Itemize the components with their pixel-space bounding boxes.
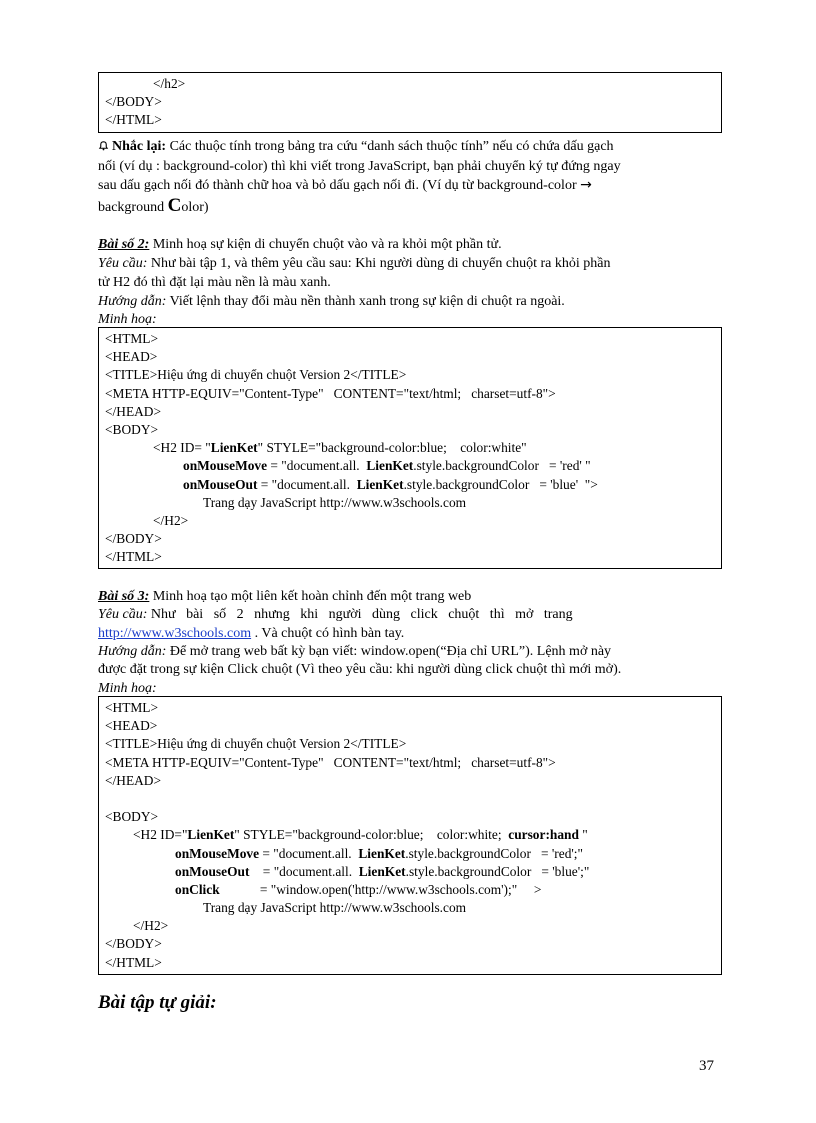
code-line: <BODY>: [105, 421, 159, 437]
ex2-title: Minh hoạ sự kiện di chuyển chuột vào và ra khỏi một phần tử.: [152, 237, 502, 252]
code-line: </HEAD>: [105, 772, 162, 788]
ex3-guide-label: Hướng dẫn:: [98, 644, 167, 659]
reminder-text-4-prefix: background: [98, 199, 168, 215]
ex3-label: Bài số 3:: [98, 589, 150, 604]
arrow-right-icon: →: [580, 177, 592, 193]
code-box-ex2: [98, 327, 722, 569]
code-line: [105, 790, 715, 808]
ex2-guide: [98, 292, 565, 311]
code-line: <H2 ID= "LienKet" STYLE="background-color:blue; color:white": [153, 440, 527, 456]
ex2-label: Bài số 2:: [98, 237, 150, 252]
ex2-guide-text: Viết lệnh thay đổi màu nền thành xanh trong sự kiện di chuột ra ngoài.: [169, 294, 565, 309]
reminder-text-4-cap: C: [167, 194, 182, 216]
ex3-req-label: Yêu cầu:: [98, 607, 148, 622]
reminder-text-1: Các thuộc tính trong bảng tra cứu “danh sách thuộc tính” nếu có chứa dấu gạch: [169, 139, 614, 154]
code-line: </BODY>: [105, 94, 162, 110]
code-line: onClick = "window.open('http://www.w3schools.com');" >: [175, 881, 542, 897]
w3schools-link[interactable]: http://www.w3schools.com: [98, 626, 252, 641]
reminder-text-4-suffix: olor): [181, 199, 209, 215]
code-line: <H2 ID="LienKet" STYLE="background-color:blue; color:white; cursor:hand ": [133, 827, 588, 843]
ex2-requirement-2: tử H2 đó thì đặt lại màu nền là màu xanh.: [98, 275, 331, 290]
code-line: <BODY>: [105, 809, 159, 825]
code-line: <TITLE>Hiệu ứng di chuyển chuột Version 2</TITLE>: [105, 736, 407, 752]
ex3-requirement-2: [98, 624, 404, 643]
code-line: </HEAD>: [105, 403, 162, 419]
ex2-heading: [98, 235, 502, 254]
code-line: </HTML>: [105, 954, 162, 970]
ex2-req-text: Như bài tập 1, và thêm yêu cầu sau: Khi người dùng di chuyển chuột ra khỏi phần: [150, 256, 611, 271]
code-line: </HTML>: [105, 112, 162, 128]
code-line: <HTML>: [105, 700, 159, 715]
ex3-req2-rest: . Và chuột có hình bàn tay.: [251, 626, 405, 641]
ex2-illustration-label: Minh hoạ:: [98, 312, 157, 327]
code-box-top: [98, 72, 722, 133]
ex3-req-text: Như bài số 2 nhưng khi người dùng click chuột thì mở trang: [150, 607, 573, 622]
code-line: <META HTTP-EQUIV="Content-Type" CONTENT="text/html; charset=utf-8">: [105, 754, 556, 770]
reminder-label: Nhắc lại:: [112, 139, 167, 154]
ex2-requirement-1: [98, 254, 610, 273]
code-line: onMouseMove = "document.all. LienKet.style.backgroundColor = 'red';": [175, 845, 583, 861]
ex3-heading: [98, 587, 471, 606]
ex3-guide-text: Để mở trang web bất kỳ bạn viết: window.open(“Địa chỉ URL”). Lệnh mở này: [169, 644, 612, 659]
code-line: </BODY>: [105, 531, 162, 547]
ex2-req-label: Yêu cầu:: [98, 256, 148, 271]
ex3-guide-2: được đặt trong sự kiện Click chuột (Vì theo yêu cầu: khi người dùng click chuột thì mới mở).: [98, 662, 622, 677]
code-line: <META HTTP-EQUIV="Content-Type" CONTENT="text/html; charset=utf-8">: [105, 385, 556, 401]
ex2-guide-label: Hướng dẫn:: [98, 294, 167, 309]
self-study-heading: Bài tập tự giải:: [98, 992, 217, 1013]
code-line: <TITLE>Hiệu ứng di chuyển chuột Version 2</TITLE>: [105, 367, 407, 383]
code-line: Trang dạy JavaScript http://www.w3schools.com: [203, 494, 467, 510]
code-line: onMouseOut = "document.all. LienKet.style.backgroundColor = 'blue';": [175, 863, 590, 879]
code-line: </HTML>: [105, 549, 162, 565]
reminder-paragraph: [98, 137, 714, 215]
reminder-text-3: sau dấu gạch nối đó thành chữ hoa và bỏ dấu gạch nối đi. (Ví dụ từ background-color: [98, 178, 577, 193]
page-number: 37: [699, 1058, 714, 1074]
code-box-ex3: [98, 696, 722, 975]
bell-icon: [98, 140, 109, 151]
code-line: <HEAD>: [105, 349, 158, 365]
code-line: <HTML>: [105, 331, 159, 346]
ex3-guide-1: [98, 642, 611, 661]
code-line: </h2>: [153, 76, 186, 91]
ex3-illustration-label: Minh hoạ:: [98, 681, 157, 696]
code-line: Trang dạy JavaScript http://www.w3schools.com: [203, 900, 467, 916]
reminder-text-2: nối (ví dụ : background-color) thì khi viết trong JavaScript, bạn phải chuyển ký tự đứng ngay: [98, 158, 621, 174]
code-line: onMouseMove = "document.all. LienKet.style.backgroundColor = 'red' ": [183, 458, 591, 474]
ex3-title: Minh hoạ tạo một liên kết hoàn chỉnh đến một trang web: [152, 589, 472, 604]
code-line: </H2>: [133, 918, 169, 934]
code-line: <HEAD>: [105, 718, 158, 734]
code-line: </H2>: [153, 512, 189, 528]
code-line: </BODY>: [105, 936, 162, 952]
code-line: onMouseOut = "document.all. LienKet.style.backgroundColor = 'blue' ">: [183, 476, 598, 492]
ex3-requirement-1: [98, 605, 573, 624]
